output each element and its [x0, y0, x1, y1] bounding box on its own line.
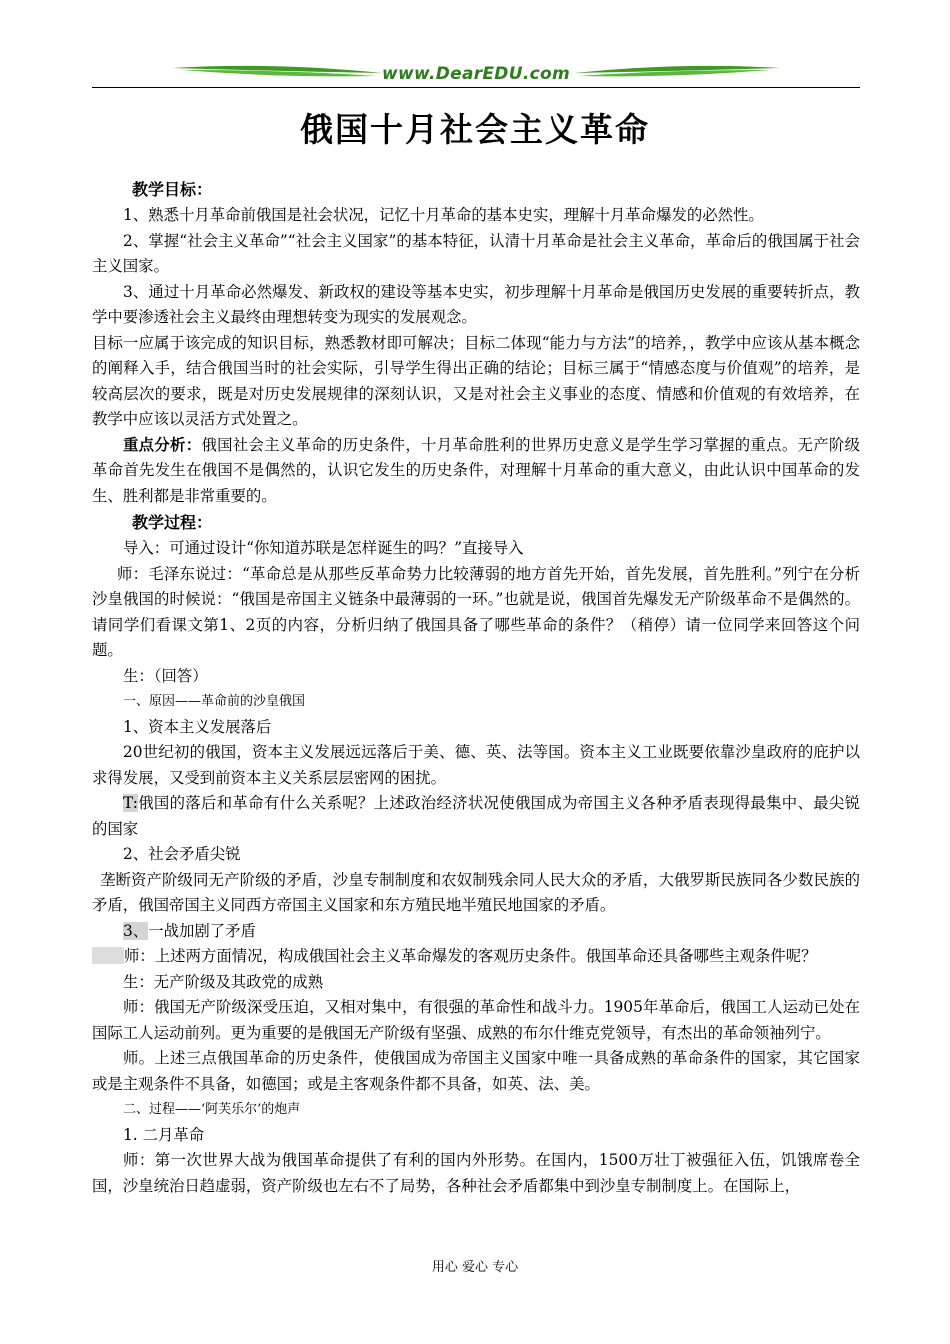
teacher-question	[92, 791, 860, 842]
teacher-paragraph-1: 师：毛泽东说过：“革命总是从那些反革命势力比较薄弱的地方首先开始，首先发展，首先胜利。”列宁在分析沙皇俄国的时候说：“俄国是帝国主义链条中最薄弱的一环。”也就是说，俄国首先爆发无产阶级革命不是偶然的。请同学们看课文第1、2页的内容，分析归纳了俄国具备了哪些革命的条件？（稍停）请一位同学来回答这个问题。	[92, 564, 860, 659]
page-title: 俄国十月社会主义革命	[300, 110, 650, 149]
section-1-2-title: 2、社会矛盾尖锐	[123, 845, 241, 863]
section-1-1-title: 1、资本主义发展落后	[123, 717, 272, 736]
section-1-heading: 一、原因——革命前的沙皇俄国	[123, 694, 306, 709]
student-answer-1: 生：（回答）	[123, 666, 208, 685]
goals-note: 目标一应属于该完成的知识目标，熟悉教材即可解决；目标二体现“能力与方法”的培养，，教学中应该从基本概念的阐释入手，结合俄国当时的社会实际，引导学生得出正确的结论；目标三属于“情感态度与价值观”的培养，是较高层次的要求，既是对历史发展规律的深刻认识，又是对社会主义事业的态度、情感和价值观的有效培养，在教学中应该以灵活方式处置之。	[92, 333, 860, 428]
t-text: 俄国的落后和革命有什么关系呢？上述政治经济状况使俄国成为帝国主义各种矛盾表现得最集中、最尖锐的国家	[92, 794, 860, 838]
section-1-3-title	[92, 919, 860, 945]
highlight-gap	[92, 947, 124, 964]
goal-item-2: 2、掌握“社会主义革命”“社会主义国家”的基本特征，认清十月革命是社会主义革命，革命后的俄国属于社会主义国家。	[92, 231, 860, 275]
intro-text: 导入：可通过设计“你知道苏联是怎样诞生的吗？”直接导入	[123, 539, 524, 557]
goals-heading: 教学目标：	[132, 180, 213, 199]
page-footer: 用心 爱心 专心	[431, 1260, 519, 1275]
t-label: T:	[123, 794, 138, 812]
student-answer-2: 生：无产阶级及其政党的成熟	[123, 972, 324, 991]
header-divider	[92, 87, 860, 88]
document-body	[92, 176, 860, 1199]
section-1-3-number: 3、	[123, 921, 149, 940]
site-logo-text: www.DearEDU.com	[382, 64, 570, 84]
teacher-paragraph-2-text: 师：上述两方面情况，构成俄国社会主义革命爆发的客观历史条件。俄国革命还具备哪些主观条件呢？	[124, 947, 817, 965]
key-label: 重点分析：	[123, 435, 202, 454]
section-1-3-label: 一战加剧了矛盾	[148, 921, 256, 940]
section-2-heading: 二、过程——‘阿芙乐尔’的炮声	[123, 1102, 301, 1117]
section-1-1-text: 20世纪初的俄国，资本主义发展远远落后于美、德、英、法等国。资本主义工业既要依靠沙皇政府的庇护以求得发展，又受到前资本主义关系层层密网的困扰。	[92, 743, 860, 787]
key-analysis	[92, 433, 860, 510]
teacher-paragraph-4: 师。上述三点俄国革命的历史条件，使俄国成为帝国主义国家中唯一具备成熟的革命条件的国家，其它国家或是主观条件不具备，如德国；或是主客观条件都不具备，如英、法、美。	[92, 1049, 860, 1093]
section-1-2-text: 垄断资产阶级同无产阶级的矛盾，沙皇专制制度和农奴制残余同人民大众的矛盾，大俄罗斯民族同各少数民族的矛盾，俄国帝国主义同西方帝国主义国家和东方殖民地半殖民地国家的矛盾。	[92, 870, 860, 914]
process-heading: 教学过程：	[132, 513, 213, 532]
section-2-1-title: 1. 二月革命	[123, 1125, 205, 1144]
goal-item-3: 3、通过十月革命必然爆发、新政权的建设等基本史实，初步理解十月革命是俄国历史发展的重要转折点，教学中要渗透社会主义最终由理想转变为现实的发展观念。	[92, 282, 860, 326]
goal-item-1: 1、熟悉十月革命前俄国是社会状况，记忆十月革命的基本史实，理解十月革命爆发的必然性。	[123, 206, 764, 224]
key-text: 俄国社会主义革命的历史条件，十月革命胜利的世界历史意义是学生学习掌握的重点。无产阶级革命首先发生在俄国不是偶然的，认识它发生的历史条件，对理解十月革命的重大意义，由此认识中国革命的发生、胜利都是非常重要的。	[92, 435, 860, 505]
teacher-paragraph-5: 师：第一次世界大战为俄国革命提供了有利的国内外形势。在国内，1500万壮丁被强征入伍，饥饿席卷全国，沙皇统治日趋虚弱，资产阶级也左右不了局势，各种社会矛盾都集中到沙皇专制制度上。在国际上，	[92, 1151, 860, 1195]
teacher-paragraph-3: 师：俄国无产阶级深受压迫，又相对集中，有很强的革命性和战斗力。1905年革命后，俄国工人运动已处在国际工人运动前列。更为重要的是俄国无产阶级有坚强、成熟的布尔什维克党领导，有杰出的革命领袖列宁。	[92, 998, 860, 1042]
teacher-paragraph-2	[92, 944, 860, 970]
site-header	[92, 60, 860, 90]
